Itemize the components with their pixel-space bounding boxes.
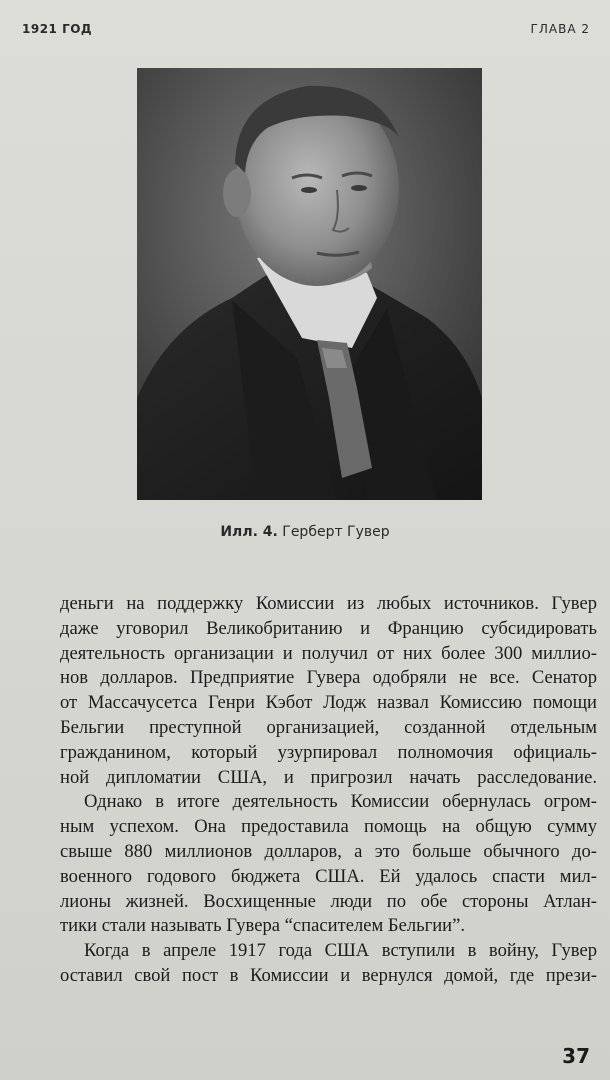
running-header-chapter: ГЛАВА 2 — [530, 22, 590, 36]
text-line: оставил свой пост в Комиссии и вернулся домой, где прези- — [60, 964, 597, 986]
paragraph — [60, 790, 597, 939]
text-line: Бельгии преступной организацией, созданной отдельным — [60, 716, 597, 738]
portrait-photo — [137, 68, 482, 500]
text-line: ным успехом. Она предоставила помощь на общую сумму — [60, 816, 597, 838]
figure-caption — [0, 524, 610, 540]
text-line: деятельность организации и получил от них более 300 миллио- — [60, 642, 597, 664]
body-text — [60, 592, 597, 989]
caption-text: Герберт Гувер — [277, 524, 390, 540]
text-line: деньги на поддержку Комиссии из любых источников. Гувер — [60, 593, 597, 614]
text-line: тики стали называть Гувера “спасителем Бельгии”. — [60, 915, 466, 937]
running-header-year: 1921 ГОД — [22, 22, 93, 36]
text-line: военного годового бюджета США. Ей удалось спасти мил- — [60, 865, 597, 887]
text-line: от Массачусетса Генри Кэбот Лодж назвал Комиссию помощи — [60, 692, 597, 714]
text-line: свыше 880 миллионов долларов, а это больше обычного до- — [60, 840, 597, 862]
page-number: 37 — [562, 1044, 590, 1068]
text-line: лионы жизней. Восхищенные люди по обе стороны Атлан- — [60, 890, 597, 912]
text-line: Однако в итоге деятельность Комиссии обернулась огром- — [84, 791, 597, 813]
paragraph — [60, 939, 597, 989]
paragraph — [60, 592, 597, 790]
caption-label: Илл. 4. — [220, 524, 278, 540]
text-line: даже уговорил Великобританию и Францию субсидировать — [60, 617, 597, 639]
text-line: нов долларов. Предприятие Гувера одобряли не все. Сенатор — [60, 667, 597, 689]
text-line: гражданином, который узурпировал полномочия официаль- — [60, 741, 597, 763]
text-line: Когда в апреле 1917 года США вступили в войну, Гувер — [84, 940, 597, 962]
portrait-illustration — [137, 68, 482, 500]
text-line: ной дипломатии США, и пригрозил начать расследование. — [60, 766, 597, 788]
